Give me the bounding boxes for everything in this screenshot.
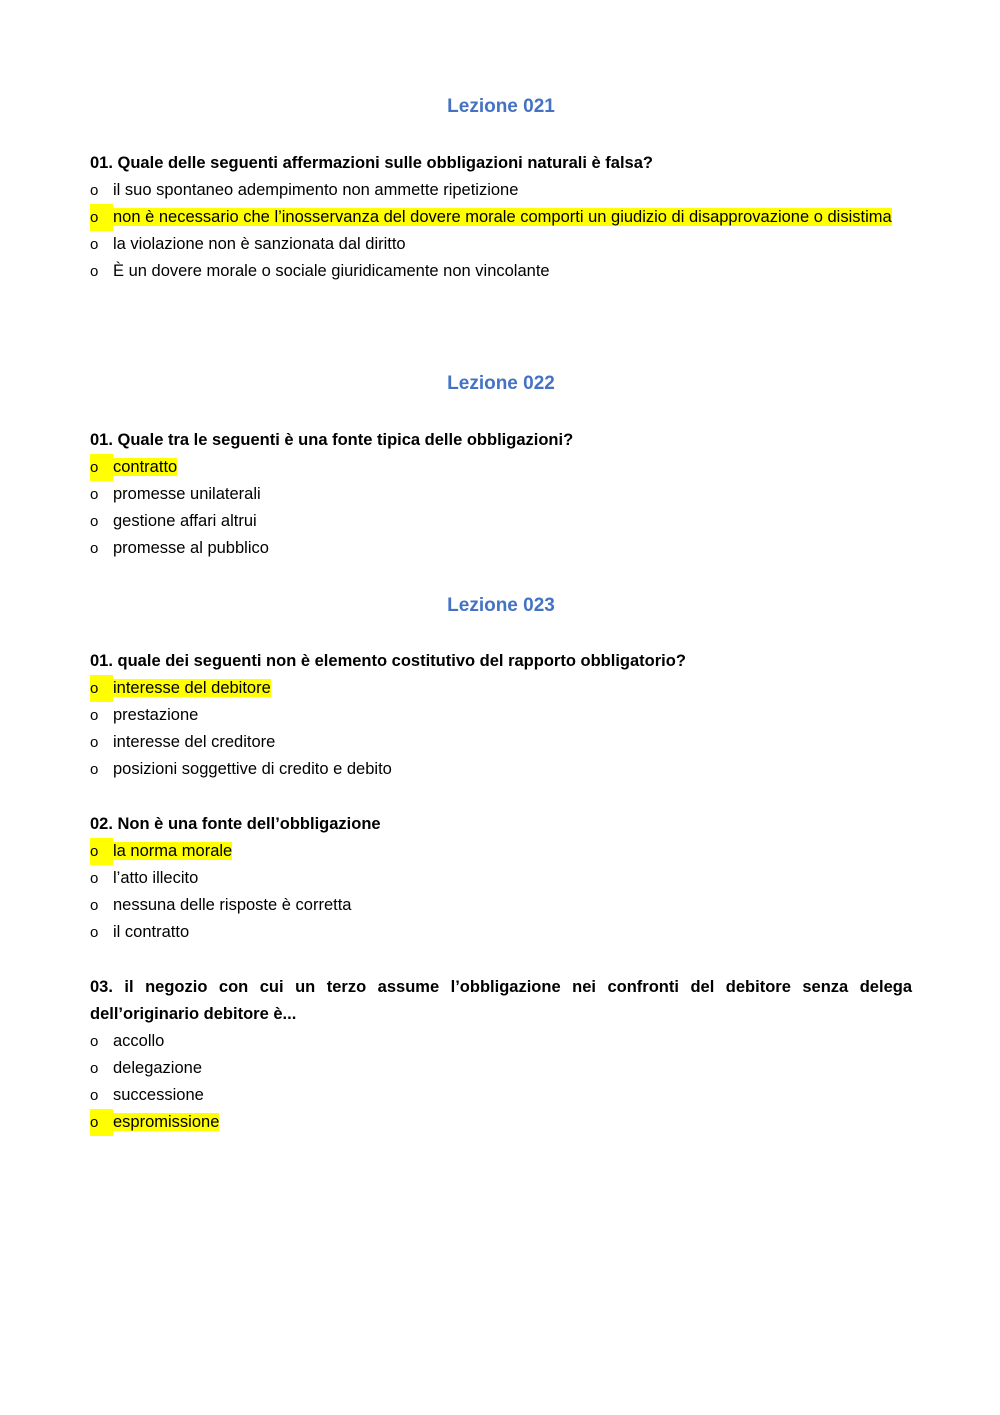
option-text: espromissione — [113, 1113, 220, 1131]
option-text: promesse al pubblico — [113, 539, 269, 557]
option-item — [90, 1028, 912, 1055]
question-text: 03. il negozio con cui un terzo assume l’obbligazione nei confronti del debitore senza delega dell’originario debitore è... — [90, 978, 912, 1023]
option-text: l’atto illecito — [113, 869, 199, 887]
bullet-circle-icon: o — [90, 675, 113, 702]
question-block — [90, 811, 912, 946]
bullet-circle-icon: o — [90, 924, 99, 941]
bullet-circle-icon: o — [90, 870, 99, 887]
bullet-circle-icon: o — [90, 1060, 99, 1077]
option-item-correct — [90, 454, 912, 481]
option-item-correct — [90, 1109, 912, 1136]
option-text: contratto — [113, 458, 178, 476]
bullet-circle-icon: o — [90, 513, 99, 530]
bullet-circle-icon: o — [90, 454, 113, 481]
option-text: delegazione — [113, 1059, 202, 1077]
option-item — [90, 177, 912, 204]
option-item-correct — [90, 204, 912, 231]
option-text: interesse del creditore — [113, 733, 276, 751]
question-text: 02. Non è una fonte dell’obbligazione — [90, 815, 381, 833]
option-text: promesse unilaterali — [113, 485, 261, 503]
option-text: gestione affari altrui — [113, 512, 257, 530]
options-list — [90, 675, 912, 783]
bullet-circle-icon: o — [90, 263, 99, 280]
question-block — [90, 427, 912, 562]
option-text: È un dovere morale o sociale giuridicamente non vincolante — [113, 262, 550, 280]
option-text: successione — [113, 1086, 204, 1104]
option-item-correct — [90, 838, 912, 865]
bullet-circle-icon: o — [90, 540, 99, 557]
option-text: il contratto — [113, 923, 190, 941]
option-text: prestazione — [113, 706, 199, 724]
option-text: accollo — [113, 1032, 165, 1050]
bullet-circle-icon: o — [90, 734, 99, 751]
bullet-circle-icon: o — [90, 897, 99, 914]
lesson-title: Lezione 022 — [447, 373, 555, 394]
lesson-title: Lezione 023 — [447, 595, 555, 616]
question-text: 01. Quale delle seguenti affermazioni sulle obbligazioni naturali è falsa? — [90, 154, 653, 172]
bullet-circle-icon: o — [90, 1087, 99, 1104]
option-text: il suo spontaneo adempimento non ammette ripetizione — [113, 181, 519, 199]
option-text: la norma morale — [113, 842, 233, 860]
option-text: la violazione non è sanzionata dal diritto — [113, 235, 406, 253]
option-item — [90, 1082, 912, 1109]
option-item — [90, 892, 912, 919]
question-block — [90, 974, 912, 1136]
lesson-title: Lezione 021 — [447, 96, 555, 117]
option-text: interesse del debitore — [113, 679, 271, 697]
question-block — [90, 648, 912, 783]
option-item — [90, 702, 912, 729]
option-item — [90, 756, 912, 783]
bullet-circle-icon: o — [90, 707, 99, 724]
option-item — [90, 919, 912, 946]
option-text: non è necessario che l’inosservanza del dovere morale comporti un giudizio di disapprovazione o disistima — [113, 208, 892, 226]
bullet-circle-icon: o — [90, 204, 113, 231]
bullet-circle-icon: o — [90, 838, 113, 865]
bullet-circle-icon: o — [90, 236, 99, 253]
option-text: posizioni soggettive di credito e debito — [113, 760, 392, 778]
bullet-circle-icon: o — [90, 1033, 99, 1050]
option-item — [90, 258, 912, 285]
bullet-circle-icon: o — [90, 761, 99, 778]
option-item — [90, 481, 912, 508]
option-item — [90, 865, 912, 892]
bullet-circle-icon: o — [90, 486, 99, 503]
option-item-correct — [90, 675, 912, 702]
options-list — [90, 1028, 912, 1136]
question-block — [90, 150, 912, 285]
option-item — [90, 535, 912, 562]
question-text: 01. Quale tra le seguenti è una fonte tipica delle obbligazioni? — [90, 431, 574, 449]
options-list — [90, 177, 912, 285]
bullet-circle-icon: o — [90, 1109, 113, 1136]
bullet-circle-icon: o — [90, 182, 99, 199]
question-text: 01. quale dei seguenti non è elemento costitutivo del rapporto obbligatorio? — [90, 652, 686, 670]
options-list — [90, 838, 912, 946]
option-item — [90, 1055, 912, 1082]
option-item — [90, 508, 912, 535]
option-item — [90, 729, 912, 756]
options-list — [90, 454, 912, 562]
option-text: nessuna delle risposte è corretta — [113, 896, 352, 914]
option-item — [90, 231, 912, 258]
